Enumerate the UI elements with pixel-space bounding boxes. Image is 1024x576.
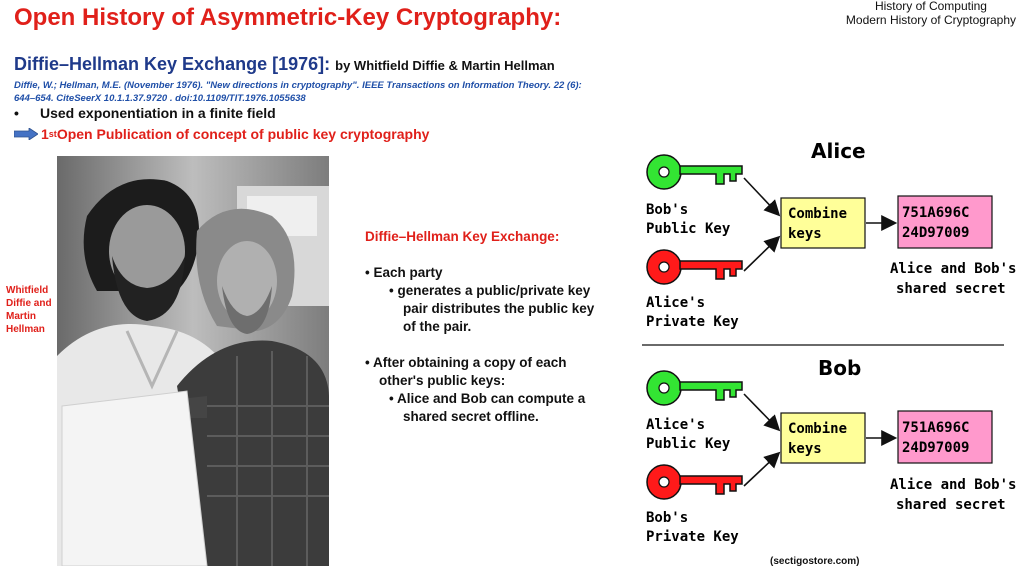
bob-priv-label-1: Bob's <box>646 510 689 526</box>
bullet-text: Used exponentiation in a finite field <box>40 105 276 121</box>
panel-title: Diffie–Hellman Key Exchange: <box>365 229 560 244</box>
bob-combine-label-1: Combine <box>788 421 848 437</box>
alice-secret-1: 751A696C <box>902 205 970 221</box>
alice-priv-label-1: Alice's <box>646 295 706 311</box>
green-key-icon <box>647 371 742 405</box>
key-exchange-diagram <box>636 136 1024 556</box>
panel-bullet-after-copy: • After obtaining a copy of each other's public keys: <box>365 355 567 388</box>
dh-heading-line <box>14 54 555 75</box>
slide-title: Open History of Asymmetric-Key Cryptography: <box>14 4 562 31</box>
dh-heading: Diffie–Hellman Key Exchange [1976]: <box>14 54 331 74</box>
red-key-icon <box>647 465 742 499</box>
citation: Diffie, W.; Hellman, M.E. (November 1976). "New directions in cryptography". IEEE Transactions on Information Theory. 22 (6): 644–654. CiteSeerX 10.1.1.37.9720 . doi:10.1109/TIT.1976.1055638 <box>14 80 582 104</box>
header-line-1: History of Computing <box>874 0 987 13</box>
bob-secret-2: 24D97009 <box>902 440 970 456</box>
photo-caption: Whitfield Diffie and Martin Hellman <box>6 285 52 335</box>
panel-sub-bullet-compute: • Alice and Bob can compute a shared secret offline. <box>389 391 586 424</box>
alice-shared-label-2: shared secret <box>896 281 1006 297</box>
pub-ordinal: 1 <box>41 126 49 142</box>
bob-shared-label-1: Alice and Bob's <box>890 477 1017 493</box>
alice-shared-label-1: Alice and Bob's <box>890 261 1017 277</box>
bullet-finite-field <box>14 105 276 121</box>
panel-bullet-each-party: • Each party <box>365 265 443 280</box>
image-credit: (sectigostore.com) <box>770 556 860 567</box>
bullet-dot: • <box>14 105 19 121</box>
green-key-icon <box>647 155 742 189</box>
header-line-2: Modern History of Cryptography <box>845 13 1016 27</box>
alice-pub-label-1: Bob's <box>646 202 689 218</box>
bob-heading: Bob <box>818 356 862 380</box>
bob-shared-label-2: shared secret <box>896 497 1006 513</box>
alice-pub-label-2: Public Key <box>646 221 731 237</box>
bob-pub-label-1: Alice's <box>646 417 706 433</box>
alice-combine-label-1: Combine <box>788 206 848 222</box>
bob-priv-label-2: Private Key <box>646 529 739 545</box>
alice-heading: Alice <box>811 139 866 163</box>
alice-secret-2: 24D97009 <box>902 225 970 241</box>
alice-combine-label-2: keys <box>788 226 822 242</box>
right-arrow-icon <box>14 128 38 140</box>
bob-combine-label-2: keys <box>788 441 822 457</box>
course-header <box>846 0 1016 27</box>
alice-priv-label-2: Private Key <box>646 314 739 330</box>
bob-pub-label-2: Public Key <box>646 436 731 452</box>
first-publication-line <box>14 126 429 142</box>
dh-authors: by Whitfield Diffie & Martin Hellman <box>335 58 555 73</box>
panel-sub-bullet-generate: • generates a public/private key pair distributes the public key of the pair. <box>389 283 595 334</box>
diffie-hellman-photo <box>57 156 329 566</box>
dh-explanation-panel <box>365 228 605 426</box>
red-key-icon <box>647 250 742 284</box>
bob-secret-1: 751A696C <box>902 420 970 436</box>
pub-text: Open Publication of concept of public key cryptography <box>56 126 430 142</box>
pub-ordinal-suffix: st <box>48 129 57 139</box>
